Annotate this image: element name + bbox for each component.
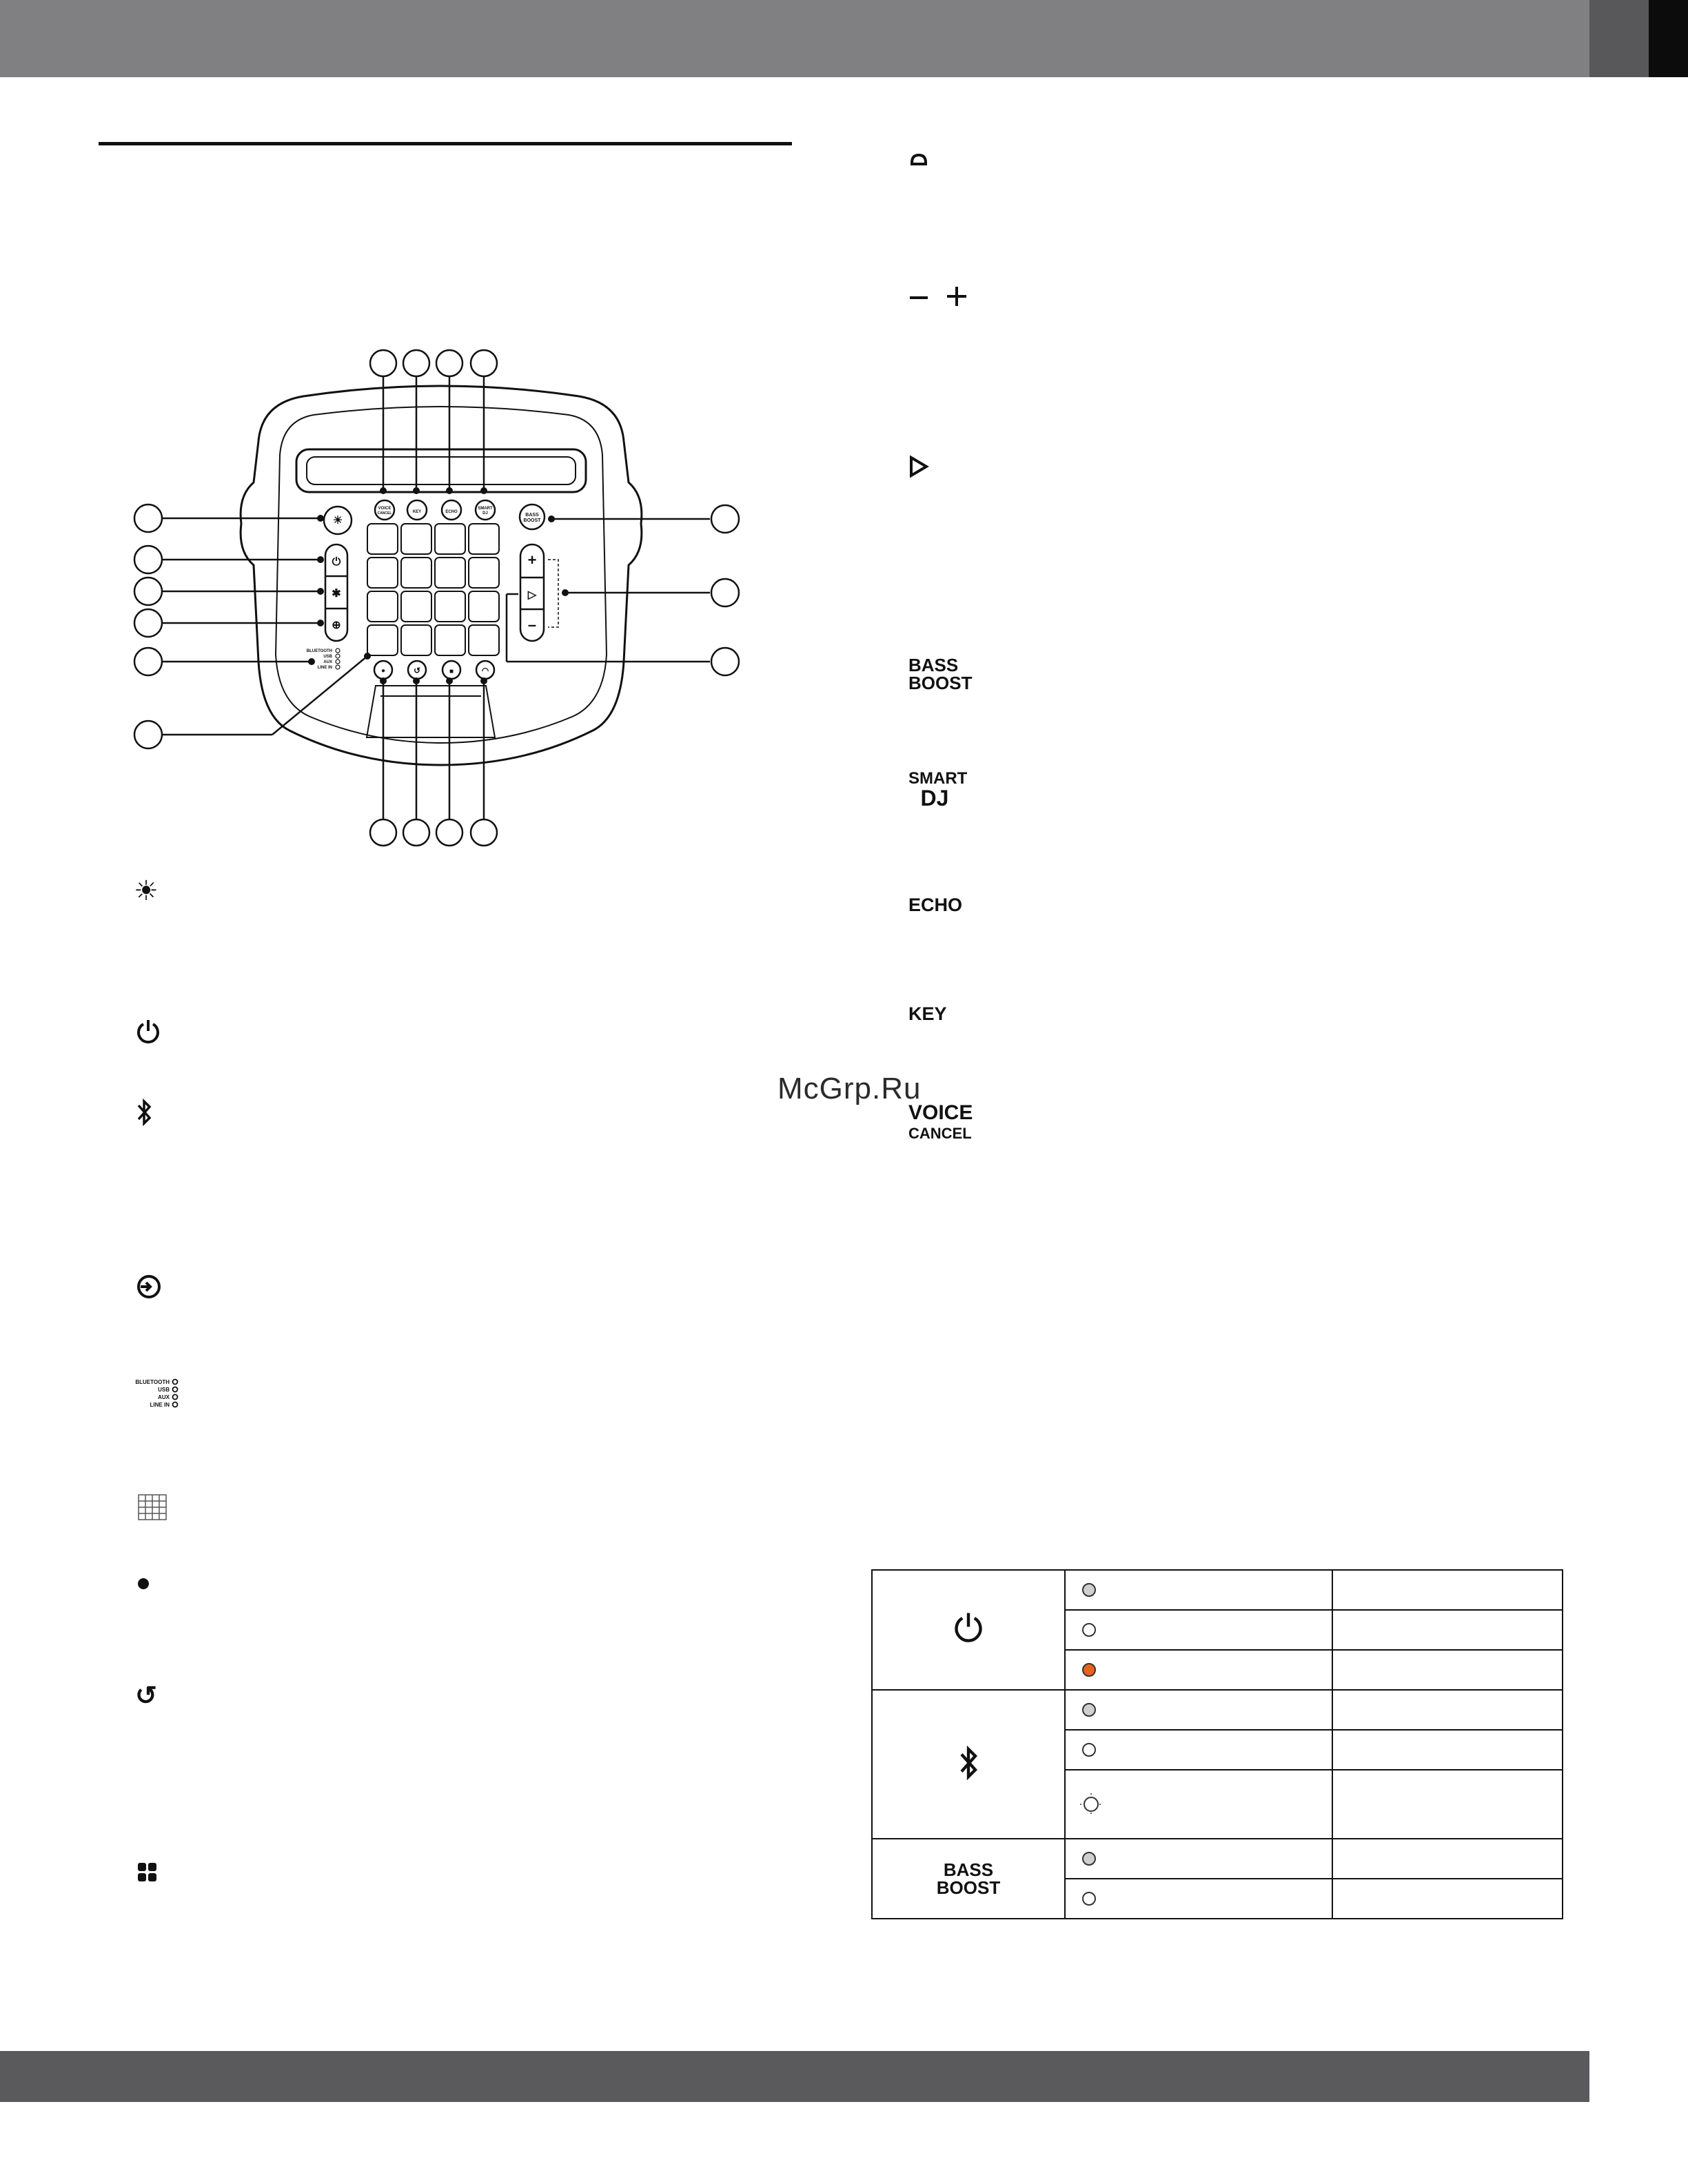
svg-text:✱: ✱: [332, 588, 341, 600]
bass-boost-label-line1: BASS: [908, 655, 959, 675]
led-desc-cell: [1332, 1610, 1563, 1650]
bluetooth-mode-cell: [872, 1690, 1065, 1839]
power-icon: [952, 1611, 985, 1646]
header-bar: [0, 0, 1688, 77]
svg-text:◠: ◠: [481, 666, 489, 675]
svg-text:AUX: AUX: [323, 660, 332, 664]
echo-label: ECHO: [908, 895, 963, 915]
led-desc-cell: [1332, 1770, 1563, 1839]
svg-text:⊕: ⊕: [332, 620, 341, 631]
power-mode-cell: [872, 1570, 1065, 1690]
light-icon: ☀: [134, 876, 159, 906]
svg-text:■: ■: [449, 668, 454, 675]
source-leds-icon: [124, 1377, 186, 1411]
table-row: [872, 1839, 1563, 1879]
led-desc-cell: [1332, 1730, 1563, 1770]
svg-text:ECHO: ECHO: [445, 510, 458, 514]
led-gray-dot: [1082, 1583, 1096, 1597]
led-white-dot: [1082, 1743, 1096, 1757]
aux-input-icon: [135, 1273, 163, 1300]
smart-dj-label-line2: DJ: [920, 786, 949, 810]
led-state-cell: [1065, 1570, 1332, 1610]
pad-grid-icon: [138, 1494, 167, 1520]
led-desc-cell: [1332, 1650, 1563, 1690]
led-gray-dot: [1082, 1703, 1096, 1717]
table-row: [872, 1690, 1563, 1730]
svg-text:VOICE: VOICE: [378, 507, 392, 511]
undo-icon: ↺: [135, 1682, 157, 1711]
section-rule: [99, 142, 792, 145]
top-buttons: [324, 500, 545, 679]
led-state-cell: [1065, 1690, 1332, 1730]
svg-text:LINE IN: LINE IN: [317, 666, 332, 670]
svg-text:☀: ☀: [332, 515, 343, 527]
record-icon: [138, 1578, 149, 1589]
voice-cancel-label: [908, 1103, 973, 1141]
table-row: [872, 1570, 1563, 1610]
svg-text:CANCEL: CANCEL: [377, 511, 392, 516]
led-state-cell: [1065, 1650, 1332, 1690]
source-label-aux: AUX: [158, 1394, 170, 1400]
power-icon: [135, 1019, 161, 1046]
voice-cancel-label-line1: VOICE: [908, 1101, 973, 1124]
source-label-bluetooth: BLUETOOTH: [135, 1379, 170, 1385]
loop-icon: [908, 153, 929, 167]
watermark-text: McGrp.Ru: [777, 1072, 922, 1105]
led-desc-cell: [1332, 1690, 1563, 1730]
led-white-dot: [1082, 1623, 1096, 1637]
svg-text:SMART: SMART: [478, 507, 493, 511]
svg-text:USB: USB: [323, 655, 332, 659]
key-label: KEY: [908, 1003, 947, 1024]
svg-text:–: –: [527, 616, 537, 633]
svg-text:+: +: [527, 551, 537, 569]
led-orange-dot: [1082, 1663, 1096, 1677]
smart-dj-label-line1: SMART: [908, 769, 968, 788]
led-desc-cell: [1332, 1879, 1563, 1919]
source-label-usb: USB: [158, 1387, 170, 1393]
bass-boost-cell-line2: BOOST: [936, 1877, 1001, 1898]
bass-boost-label: [908, 656, 972, 692]
svg-text:BASS: BASS: [525, 513, 539, 518]
bass-boost-cell-line1: BASS: [943, 1859, 994, 1880]
speaker-top-panel-diagram: [124, 338, 758, 861]
header-tab-dark: [1589, 0, 1649, 77]
led-white-dot: [1082, 1892, 1096, 1906]
led-state-cell: [1065, 1730, 1332, 1770]
bass-boost-label-line2: BOOST: [908, 673, 973, 693]
flashing-icon: [1079, 1793, 1103, 1816]
svg-text:DJ: DJ: [482, 511, 488, 516]
svg-text:BLUETOOTH: BLUETOOTH: [306, 649, 332, 653]
svg-text:⏻: ⏻: [332, 556, 341, 568]
led-state-cell: [1065, 1610, 1332, 1650]
led-gray-dot: [1082, 1852, 1096, 1866]
svg-text:▷: ▷: [527, 589, 537, 601]
led-status-table: [871, 1569, 1563, 1919]
svg-text:↺: ↺: [413, 666, 421, 675]
volume-icons: [907, 281, 969, 309]
led-state-cell: [1065, 1879, 1332, 1919]
svg-text:●: ●: [380, 667, 386, 675]
voice-cancel-label-line2: CANCEL: [908, 1125, 972, 1142]
led-desc-cell: [1332, 1839, 1563, 1879]
drum-mode-icon: [137, 1862, 158, 1883]
bass-boost-mode-cell: [872, 1839, 1065, 1919]
led-state-cell: [1065, 1770, 1332, 1839]
svg-text:KEY: KEY: [412, 510, 422, 514]
smart-dj-label: [908, 769, 968, 810]
footer-bar: [0, 2051, 1589, 2102]
bluetooth-icon: [136, 1099, 152, 1126]
svg-text:BOOST: BOOST: [523, 518, 541, 523]
header-tab-black: [1649, 0, 1688, 77]
bluetooth-icon: [958, 1746, 979, 1780]
source-label-line-in: LINE IN: [150, 1402, 170, 1408]
led-desc-cell: [1332, 1570, 1563, 1610]
led-state-cell: [1065, 1839, 1332, 1879]
play-icon: [908, 455, 929, 478]
